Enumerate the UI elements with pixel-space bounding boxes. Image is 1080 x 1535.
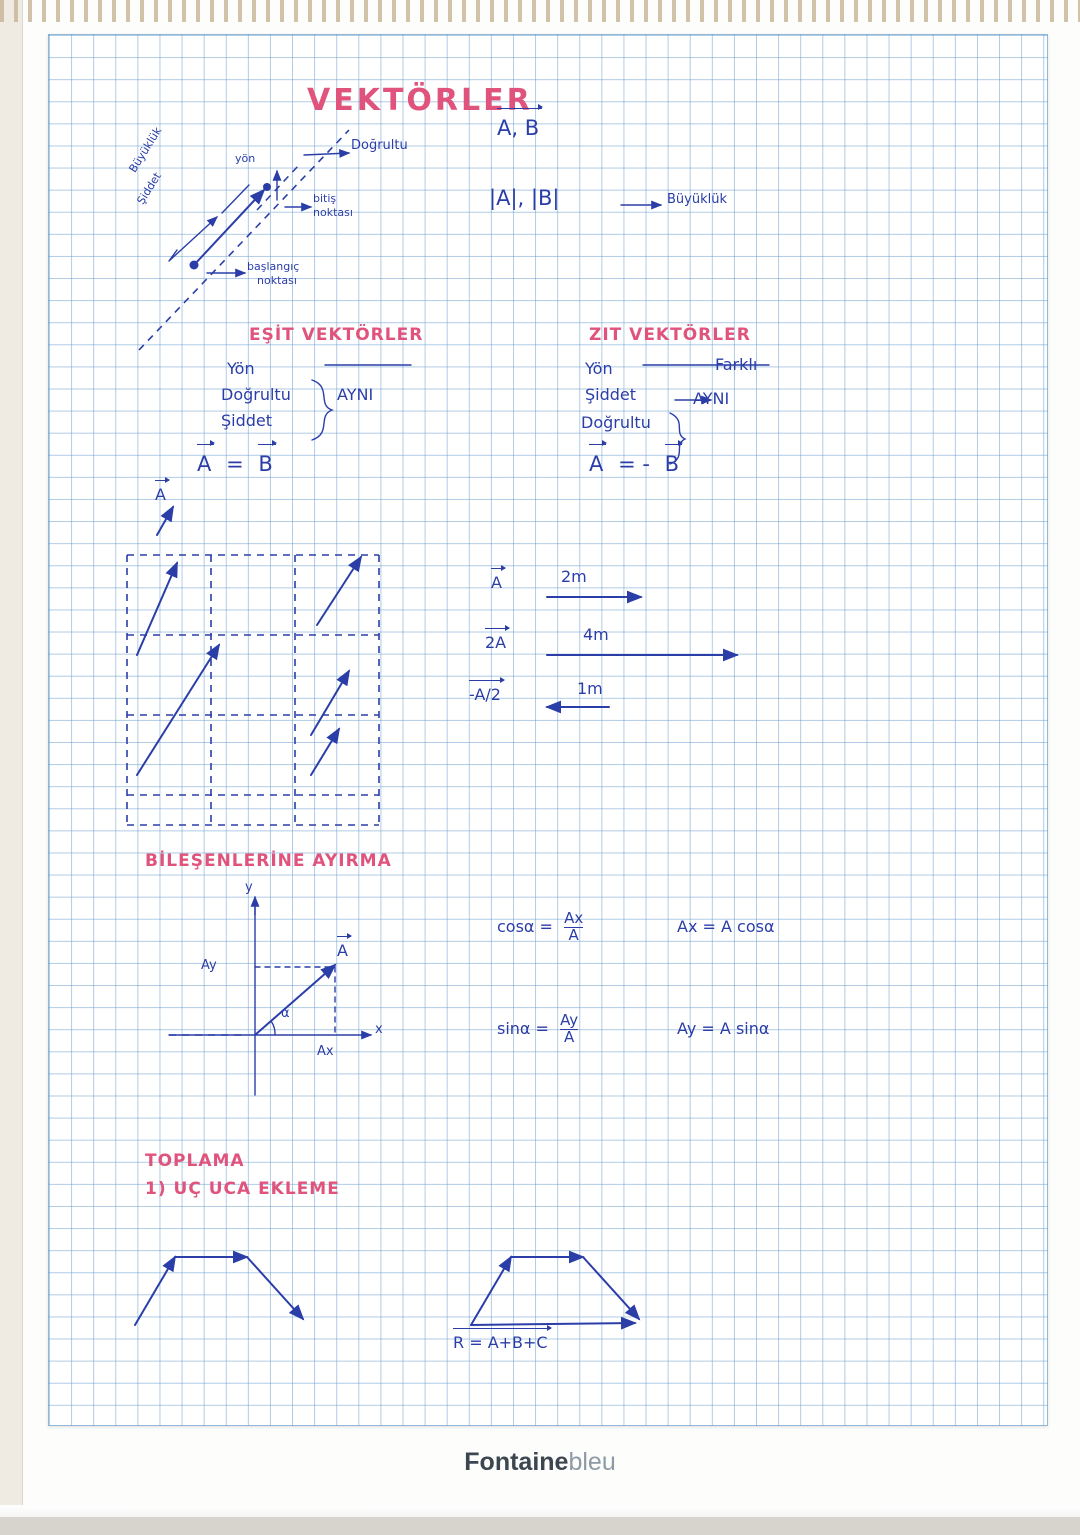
footer-brand-light: bleu	[568, 1448, 616, 1476]
formula-sin-numerator: Ay	[560, 1011, 579, 1029]
opposite-formula-eq: = -	[618, 452, 650, 476]
label-baslangic-line2: noktası	[257, 274, 297, 287]
opposite-formula-b: B	[664, 452, 680, 476]
subheading-addition: 1) UÇ UCA EKLEME	[145, 1179, 340, 1199]
opposite-brace-label: AYNI	[693, 389, 730, 408]
scaling-value-0: 2m	[561, 567, 587, 586]
label-baslangic-line1: başlangıç	[247, 260, 300, 273]
opposite-item-note: Farklı	[715, 355, 758, 374]
scaling-value-2: 1m	[577, 679, 603, 698]
components-axis-x: x	[375, 1022, 383, 1037]
notation-magnitude: |A|, |B|	[489, 186, 560, 210]
components-label-ax: Ax	[317, 1044, 334, 1059]
formula-sin-lhs: sinα =	[497, 1018, 549, 1038]
label-bitis-noktasi-line2: noktası	[313, 206, 353, 219]
grid-vector-label: A	[155, 485, 166, 504]
components-label-alpha: α	[281, 1006, 290, 1021]
opposite-item-0: Yön	[585, 359, 613, 378]
formula-cos-numerator: Ax	[564, 909, 584, 927]
label-yon: yön	[235, 152, 256, 165]
label-bitis-noktasi-line1: bitiş	[313, 192, 337, 205]
label-siddet: Şiddet	[134, 170, 164, 207]
addition-result-formula: R = A+B+C	[453, 1333, 548, 1352]
heading-addition: TOPLAMA	[145, 1151, 245, 1171]
scaling-value-1: 4m	[583, 625, 609, 644]
equal-formula-b: B	[258, 452, 273, 476]
equal-item-2: Şiddet	[221, 411, 273, 430]
formula-cos-lhs: cosα =	[497, 916, 553, 936]
desk-surface	[0, 1517, 1080, 1535]
equal-formula-eq: =	[226, 452, 244, 476]
graph-paper-sheet	[48, 34, 1048, 1426]
components-label-ay: Ay	[201, 958, 217, 973]
handwriting-drawings	[49, 35, 1047, 1425]
formula-ay: Ay = A sinα	[677, 1019, 770, 1038]
opposite-formula-a: A	[589, 452, 604, 476]
footer-brand	[0, 1448, 1080, 1477]
formula-sin-denominator: A	[560, 1029, 578, 1046]
heading-opposite-vectors: ZIT VEKTÖRLER	[589, 325, 751, 345]
footer-brand-bold: Fontaine	[464, 1448, 569, 1476]
page-title: VEKTÖRLER	[307, 83, 533, 118]
label-dogrultu: Doğrultu	[351, 138, 408, 153]
scaling-symbol-2: -A/2	[469, 685, 501, 704]
heading-components: BİLEŞENLERİNE AYIRMA	[145, 851, 392, 871]
opposite-item-1: Şiddet	[585, 385, 637, 404]
formula-cos-denominator: A	[564, 927, 583, 944]
opposite-item-2: Doğrultu	[581, 413, 651, 432]
scaling-symbol-0: A	[491, 573, 502, 592]
label-buyukluk: Büyüklük	[126, 124, 165, 175]
heading-equal-vectors: EŞİT VEKTÖRLER	[249, 325, 424, 345]
notation-magnitude-arrow-label: Büyüklük	[667, 192, 727, 207]
equal-formula-a: A	[197, 452, 212, 476]
components-axis-y: y	[245, 880, 253, 895]
equal-brace-label: AYNI	[337, 385, 374, 404]
page-punch-strip	[0, 0, 1080, 22]
page-left-edge	[0, 0, 23, 1535]
equal-item-0: Yön	[227, 359, 255, 378]
components-vector-label: A	[337, 941, 348, 960]
equal-item-1: Doğrultu	[221, 385, 291, 404]
scaling-symbol-1: 2A	[485, 633, 507, 652]
formula-ax: Ax = A cosα	[677, 917, 775, 936]
notation-vectors: A, B	[497, 116, 540, 140]
